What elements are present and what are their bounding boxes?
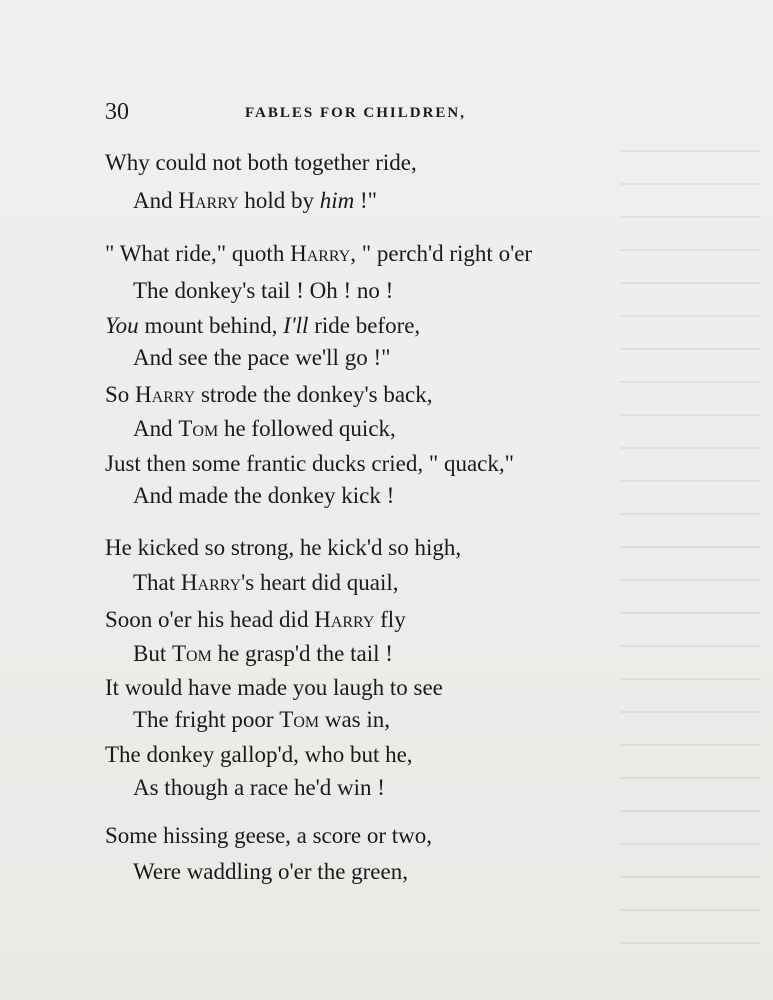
poem-line: So Harry strode the donkey's back, [105,382,433,407]
poem-line: The donkey gallop'd, who but he, [105,742,413,767]
poem-line: Some hissing geese, a score or two, [105,823,433,848]
poem-line: " What ride," quoth Harry, " perch'd right o'er [105,241,533,266]
page-header [105,95,535,135]
poem-line: Why could not both together ride, [105,150,417,175]
poem-line: He kicked so strong, he kick'd so high, [105,535,462,560]
poem-line: And Harry hold by him !" [133,188,378,213]
poem-line: Soon o'er his head did Harry fly [105,607,406,632]
poem-line: The donkey's tail ! Oh ! no ! [133,278,394,303]
poem-line: As though a race he'd win ! [133,775,385,800]
bleed-through-shadow [620,150,760,950]
page-number: 30 [105,99,129,125]
running-title: FABLES FOR CHILDREN, [245,105,466,121]
poem-line: The fright poor Tom was in, [133,707,391,732]
poem-line: But Tom he grasp'd the tail ! [133,641,393,666]
poem-line: Were waddling o'er the green, [133,859,408,884]
poem-line: Just then some frantic ducks cried, " quack," [105,451,515,476]
poem-line: It would have made you laugh to see [105,675,443,700]
poem-line: And see the pace we'll go !" [133,345,391,370]
poem-line: That Harry's heart did quail, [133,570,399,595]
poem-line: And made the donkey kick ! [133,483,395,508]
poem-line: You mount behind, I'll ride before, [105,313,421,338]
poem-line: And Tom he followed quick, [133,416,396,441]
